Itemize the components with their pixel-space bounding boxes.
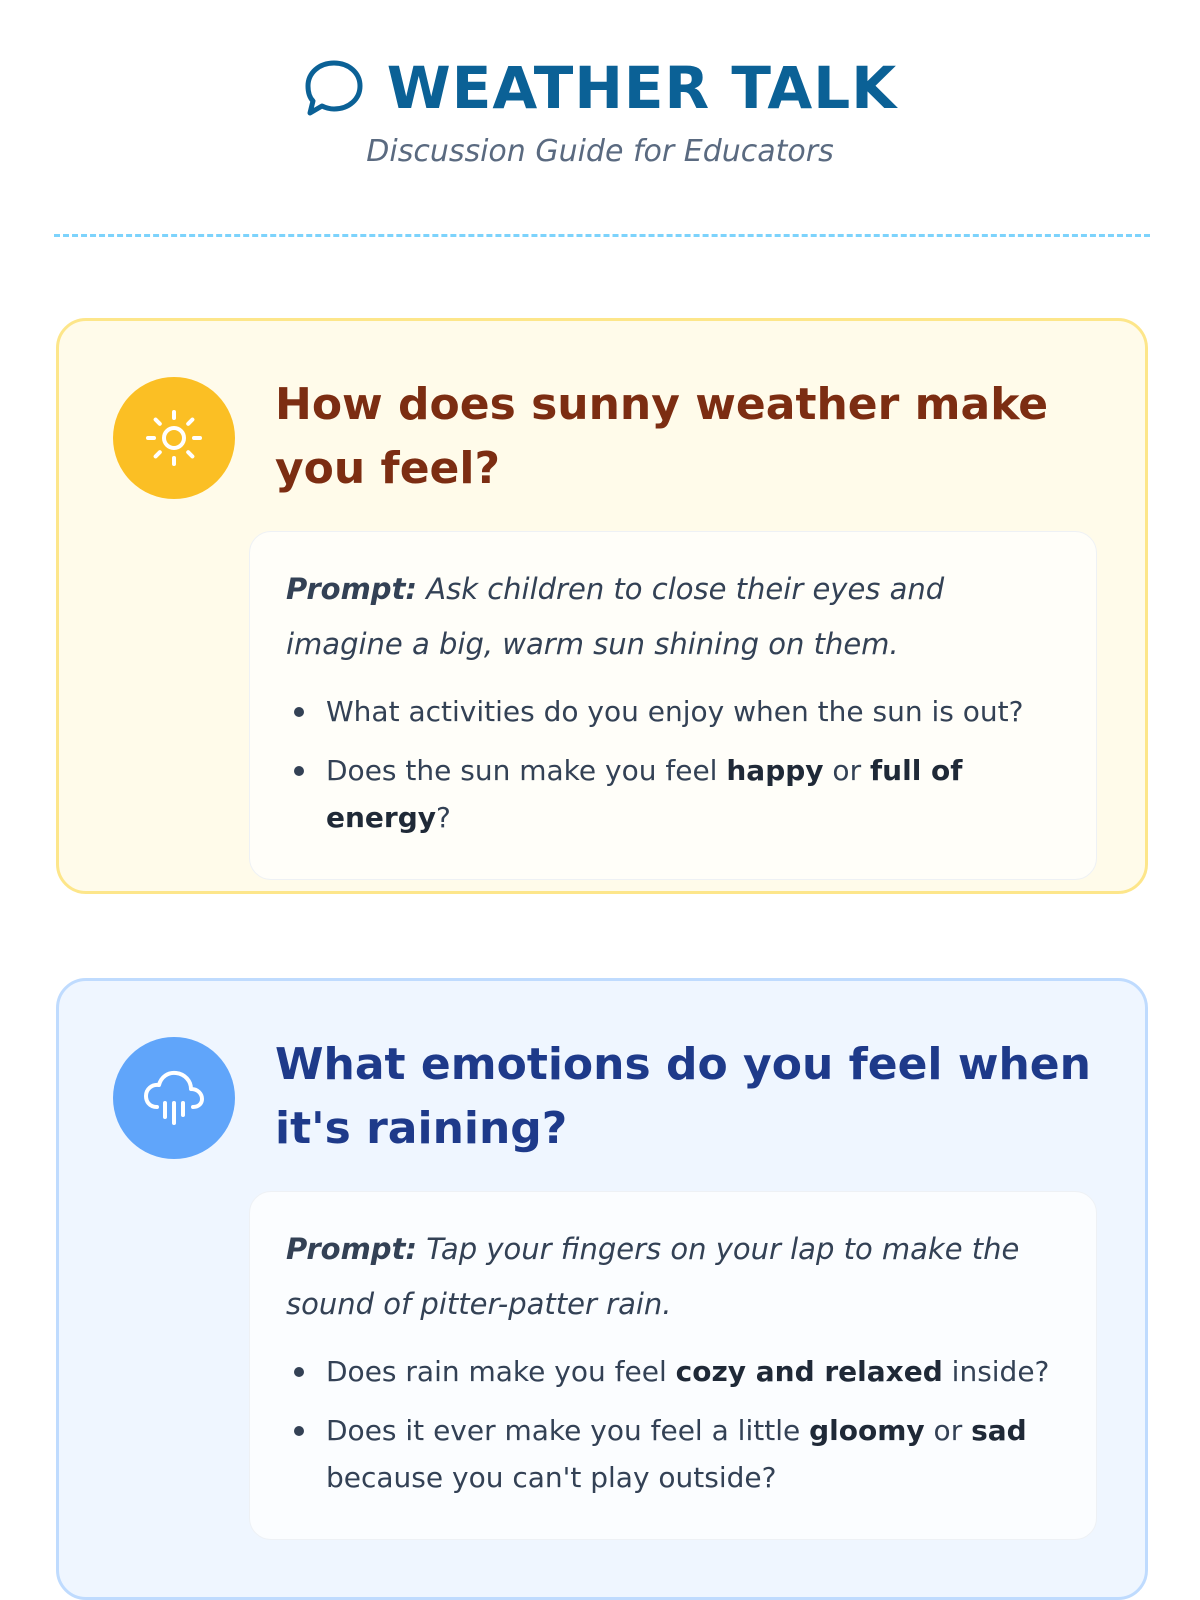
title-row — [0, 52, 1200, 124]
page-header — [0, 0, 1200, 169]
speech-bubble-icon — [303, 57, 365, 119]
bullet-text: Does the sun make you feel — [326, 754, 727, 787]
card-title: What emotions do you feel when it's raining? — [275, 1039, 1091, 1154]
prompt-text: Ask children to close their eyes and imagine a big, warm sun shining on them. — [286, 572, 945, 661]
list-item — [286, 1407, 1062, 1501]
bullet-text: Does rain make you feel — [326, 1355, 676, 1388]
bullet-text: What activities do you enjoy when the sun is out? — [326, 695, 1024, 728]
prompt — [286, 562, 1062, 672]
bullet-text: because you can't play outside? — [326, 1461, 777, 1494]
bullet-emphasis: gloomy — [809, 1414, 925, 1447]
prompt-box — [249, 1191, 1097, 1540]
bullet-emphasis: full of energy — [326, 754, 963, 834]
bullet-emphasis: sad — [971, 1414, 1027, 1447]
bullet-emphasis: cozy and relaxed — [675, 1355, 943, 1388]
prompt-label: Prompt: — [286, 1232, 418, 1266]
prompt-label: Prompt: — [286, 572, 418, 606]
rain-cloud-icon-badge — [113, 1037, 235, 1159]
list-item — [286, 747, 1062, 841]
prompt-text: Tap your fingers on your lap to make the sound of pitter-patter rain. — [286, 1232, 1020, 1321]
page-title: WEATHER TALK — [386, 54, 898, 122]
bullet-text: ? — [436, 801, 451, 834]
bullet-text: or — [924, 1414, 972, 1447]
list-item — [286, 688, 1062, 735]
prompt-box — [249, 531, 1097, 880]
card-title: How does sunny weather make you feel? — [275, 379, 1049, 494]
question-list — [286, 688, 1062, 841]
bullet-text: inside? — [942, 1355, 1050, 1388]
sunny-card — [56, 318, 1148, 894]
question-list — [286, 1348, 1062, 1501]
sun-icon — [142, 406, 206, 470]
sun-icon-badge — [113, 377, 235, 499]
bullet-text: Does it ever make you feel a little — [326, 1414, 810, 1447]
header-divider — [54, 234, 1150, 237]
rainy-card — [56, 978, 1148, 1600]
page-subtitle: Discussion Guide for Educators — [366, 134, 834, 169]
bullet-text: or — [823, 754, 870, 787]
prompt — [286, 1222, 1062, 1332]
bullet-emphasis: happy — [726, 754, 824, 787]
list-item — [286, 1348, 1062, 1395]
rain-cloud-icon — [141, 1065, 207, 1131]
